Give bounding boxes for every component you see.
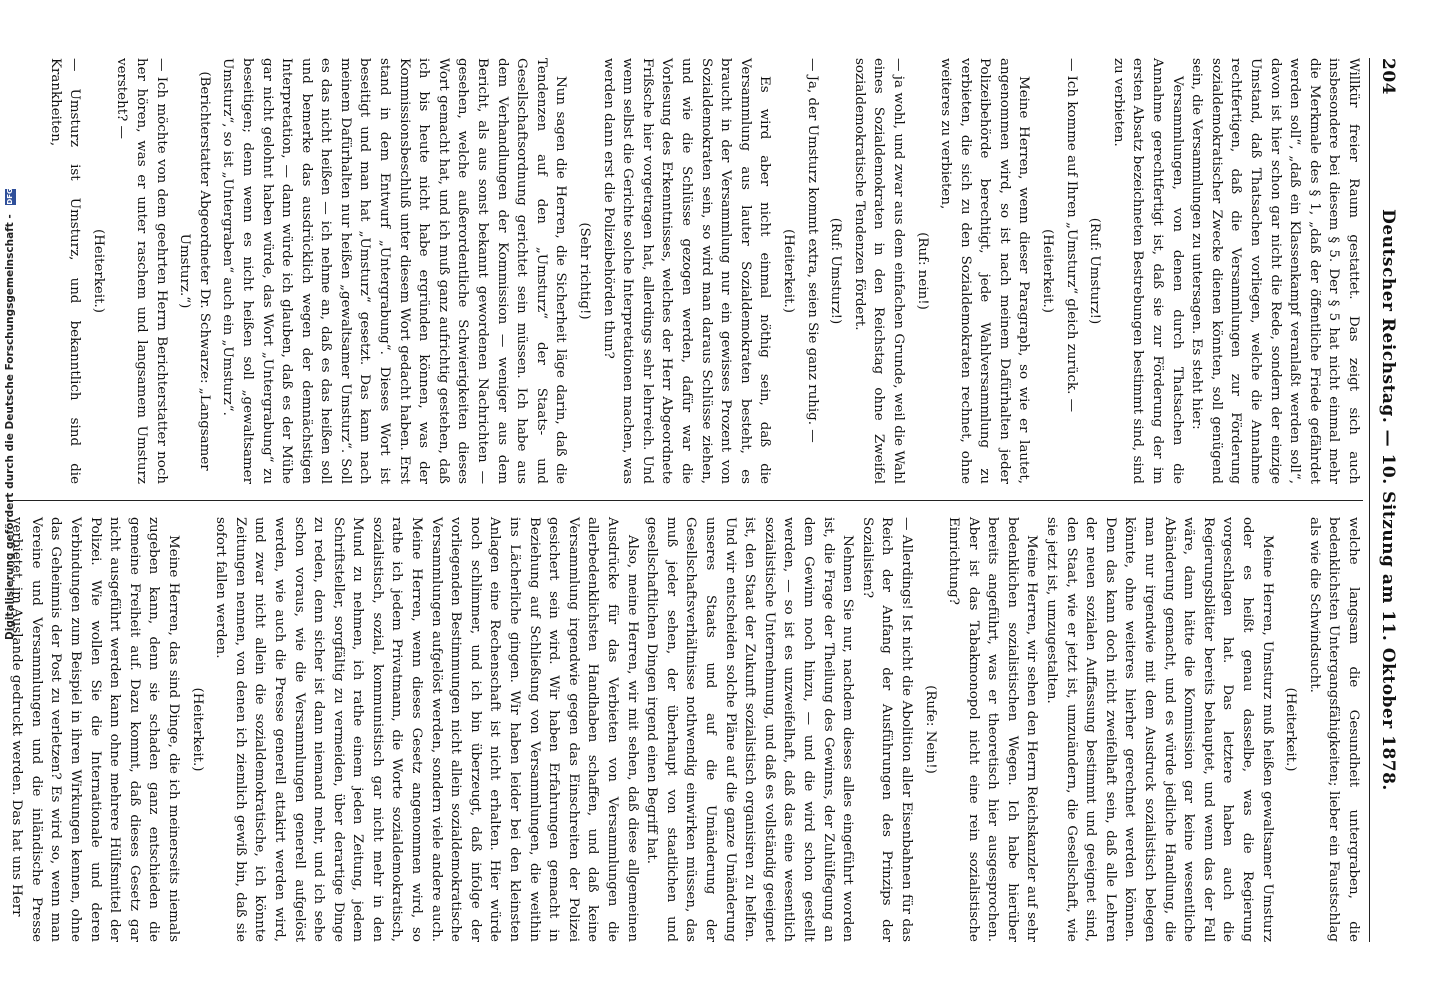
paragraph: Versammlungen, von denen durch Thatsachen die Annahme gerechtfertigt ist, daß sie zur Förderung der im ersten Absatz bezeichneten Bestrebungen bestimmt sind, sind zu verbieten.	[1110, 58, 1185, 484]
paragraph: Meine Herren, wenn dieser Paragraph, so wie er lautet, angenommen wird, so ist nach meinem Dafürhalten jeder Polizeibehörde berechtigt, jede Wahlversammlung zu verbieten, die sich zu den Sozialdemokraten rechnet, ohne weiteres zu verbieten,	[938, 58, 1032, 484]
paragraph: — Ich komme auf Ihren „Umsturz“ gleich zurück. —	[1063, 58, 1079, 413]
paragraph: — Ich möchte von dem geehrten Herrn Berichterstatter noch her hören, was er unter raschem und langsamem Umsturz versteht? —	[114, 58, 169, 484]
paragraph: — Umsturz ist Umsturz, und bekanntlich sind die Krankheiten,	[47, 58, 83, 484]
stage-direction: (Heiterkeit.)	[1040, 229, 1056, 313]
paragraph: Willkür freier Raum gestattet. Das zeigt sich auch insbesondere bei diesem § 5. Der § 5 hat nicht einmal mehr die Merkmale des § 1, „daß der öffentliche Friede gefährdet werden soll“, „daß ein Klassenkampf veranlaßt werden soll“, davon ist hier schon gar nicht die Rede, sondern der einzige Umstand, daß Thatsachen vorliegen, welche die Annahme rechtfertigen, daß die Versammlungen zur Förderung sozialdemokratischer Zwecke dienen könnten, soll genügend sein, die Versammlungen zu untersagen. Es steht hier:	[1189, 58, 1361, 484]
paragraph: Also, meine Herren, wir mit sehen, daß diese allgemeinen Ausdrücke für das Verbieten von Versammlungen die allerbedenklichsten Handhaben schaffen, und daß keine Versammlung irgendwie gegen das Einschreiten der Polizei gesichert sein wird. Wir haben Erfahrungen gemacht in Beziehung auf Schließung von Versammlungen, die weithin ins Lächerliche gingen. Wir haben leider bei den kleinsten Anlagen eine Rechenschaft ist nicht erhalten. Hier würde noch schlimmer, und ich bin überzeugt, daß infolge der vorliegenden Bestimmungen nicht allein sozialdemokratische Versammlungen aufgelöst werden, sondern viele andere auch. Meine Herren, wenn dieses Gesetz angenommen wird, so rathe ich jedem Privatmann, die Worte sozialdemokratisch, sozialistisch, sozial, kommunistisch gar nicht mehr in den Mund zu nehmen, ich rathe einem jeden Zeitung, jedem Schriftsteller, sorgfältig zu vermeiden, über derartige Dinge zu reden, denn sicher ist dann niemand mehr, und ich sehe schon voraus, wie die Versammlungen generell aufgelöst werden, wie auch die Presse generell attakirt werden wird, und zwar nicht allein die sozialdemokratische, ich könnte Zeitungen nennen, von denen ich ziemlich gewiß bin, daß sie sofort fallen werden.	[213, 517, 640, 942]
paragraph: Nun sagen die Herren, die Sicherheit läge darin, daß die Tendenzen auf den „Umsturz“ der Staats- und Gesellschaftsordnung gerichtet sein müssen. Ich habe aus dem Verhandlungen der Kommission — weniger aus dem Bericht, als aus sonst bekannt gewordenen Nachrichten — gesehen, welche außerordentliche Schwierigkeiten dieses Wort gemacht hat, und ich muß ganz aufrichtig gestehen, daß ich bis heute nicht habe ergründen können, was der Kommissionsbeschluß unter diesem Wort gedacht haben. Erst stand in dem Entwurf „Untergrabung“. Dieses Wort ist beseitigt und man hat „Umsturz“ gesetzt. Das kann nach meinem Dafürhalten nur heißen „gewaltsamer Umsturz“. Soll es das nicht heißen — ich nehme an, daß es das heißen soll und bemerke das ausdrücklich wegen der demnächstigen Interpretation, — dann würde ich glauben, daß es der Mühe gar nicht gelohnt haben würde, das Wort „Untergrabung“ zu beseitigen; denn wenn es nicht heißen soll „gewaltsamer Umsturz“, so ist „Untergraben“ auch ein „Umsturz“.	[220, 58, 569, 484]
paragraph: Meine Herren, das sind Dinge, die ich meinerseits niemals zugeben kann, denn sie schaden ganz entschieden die gemeine Freiheit auf. Dazu kommt, daß dieses Gesetz gar nicht ausgeführt werden kann ohne mehrere Hülfsmittel der Polizei. Wie wollen Sie die Internationale und deren Verbindungen zum Beispiel in ihren Wirkungen kennen, ohne das Geheimnis der Post zu verletzen? Es wird so, wenn man Vereine und Versammlungen und die inländische Presse verbietet, im Auslande gedruckt werden. Das hat uns Herr	[9, 517, 181, 942]
stage-direction: (Heiterkeit.)	[90, 229, 106, 313]
stage-direction: (Heiterkeit.)	[1283, 687, 1299, 772]
stage-direction: (Rufe: Nein!)	[922, 685, 938, 774]
digitization-credit	[4, 0, 20, 640]
right-column	[7, 500, 1363, 942]
paragraph: — Allerdings! Ist nicht die Abolition aller Eisenbahnen für das Reich der Anfang der Ausführungen des Prinzips der Sozialisten?	[859, 517, 914, 942]
stage-direction: (Sehr richtig!)	[577, 222, 593, 320]
paragraph: Meine Herren, Umsturz muß heißen gewaltsamer Umsturz oder es heißt genau dasselbe, was die Regierung vorgeschlagen hat. Das letztere haben auch die Regierungsblätter bereits behauptet, und wenn das der Fall wäre, dann hätte die Kommission gar keine wesentliche Abänderung gemacht, und es würde jedliche Handlung, die man nur irgendwie mit dem Ausdruck sozialistisch belegen könnte, ohne weiteres hierher gerechnet werden können. Denn das kann doch nicht zweifelhaft sein, daß alle Lehren der neuen sozialen Auffassung bestimmt und geeignet sind, den Staat, wie er jetzt ist, umzuändern, die Gesellschaft, wie sie jetzt ist, umzugestalten.	[1044, 517, 1275, 942]
paragraph: Meine Herren, wir sehen den Herrn Reichskanzler auf sehr bedenklichen sozialistischen Wegen. Ich habe hierüber bereits angeführt, was er theoretisch hier ausgesprochen. Aber ist das Tabakmonopol nicht eine rein sozialistische Einrichtung?	[946, 517, 1040, 942]
credit-text: Digitalisierung gefördert durch die Deutsche Forschungsgemeinschaft -	[4, 214, 16, 640]
page-number: 204	[1378, 58, 1398, 95]
stage-direction: (Berichterstatter Abgeordneter Dr. Schwarze: „Langsamer Umsturz.“)	[177, 71, 212, 471]
paragraph: — ja wohl, und zwar aus dem einfachen Grunde, weil die Wahl eines Sozialdemokraten in den Reichstag ohne Zweifel sozialdemokratische Tendenzen fördert.	[851, 58, 906, 484]
running-title: Deutscher Reichstag. — 10. Sitzung am 11. Oktober 1878.	[1378, 209, 1398, 791]
stage-direction: (Ruf: Umsturz!)	[828, 217, 844, 325]
stage-direction: (Heiterkeit.)	[189, 687, 205, 772]
stage-direction: (Heiterkeit.)	[780, 229, 796, 313]
stage-direction: (Ruf: Umsturz!)	[1087, 217, 1103, 325]
stage-direction: (Ruf: nein!)	[914, 232, 930, 310]
paragraph: welche langsam die Gesundheit untergraben, die bedenklichsten Untergangsfähigkeiten; lieber ein Faustschlag als wie die Schwindsucht.	[1306, 517, 1361, 942]
page-header	[1369, 58, 1398, 942]
text-columns	[7, 58, 1363, 942]
paragraph: Es wird aber nicht einmal nöthig sein, daß die Versammlung aus lauter Sozialdemokraten besteht, es braucht in der Versammlung nur ein gewisses Prozent von Sozialdemokraten sein, so wird man daraus Schlüsse ziehen, und wie die Schlüsse gezogen werden, dafür war die Vorlesung des Erkenntnisses, welches der Herr Abgeordnete Frißsche hier vorgetragen hat, allerdings sehr lehrreich. Und wenn selbst die Gerichte solche Interpretationen machen, was werden dann erst die Polizeibehörden thun?	[600, 58, 773, 484]
paragraph: — Ja, der Umsturz kommt extra, seien Sie ganz ruhig. —	[804, 58, 820, 443]
left-column	[7, 58, 1363, 500]
dfg-logo-icon: DFG	[5, 188, 14, 205]
paragraph: Nehmen Sie nur, nachdem dieses alles eingeführt worden ist, die Frage der Theilung des Gewinns, der Zuhülfegung an dem Gewinn noch hinzu, — und die wird schon gestellt werden, — so ist es unzweifelhaft, daß das eine wesentlich sozialistische Unternehmung, und daß es vollständig geeignet ist, den Staat der Zukunft sozialistisch organisiren zu helfen. Und wir entscheiden solche Pläne auf die ganze Umänderung unseres Staats und auf die Umänderung der Gesellschaftsverhältnisse nothwendig einwirken müssen, das muß jeder sehen, der überhaupt von staatlichen und gesellschaftlichen Dingen irgend einen Begriff hat.	[644, 517, 856, 942]
